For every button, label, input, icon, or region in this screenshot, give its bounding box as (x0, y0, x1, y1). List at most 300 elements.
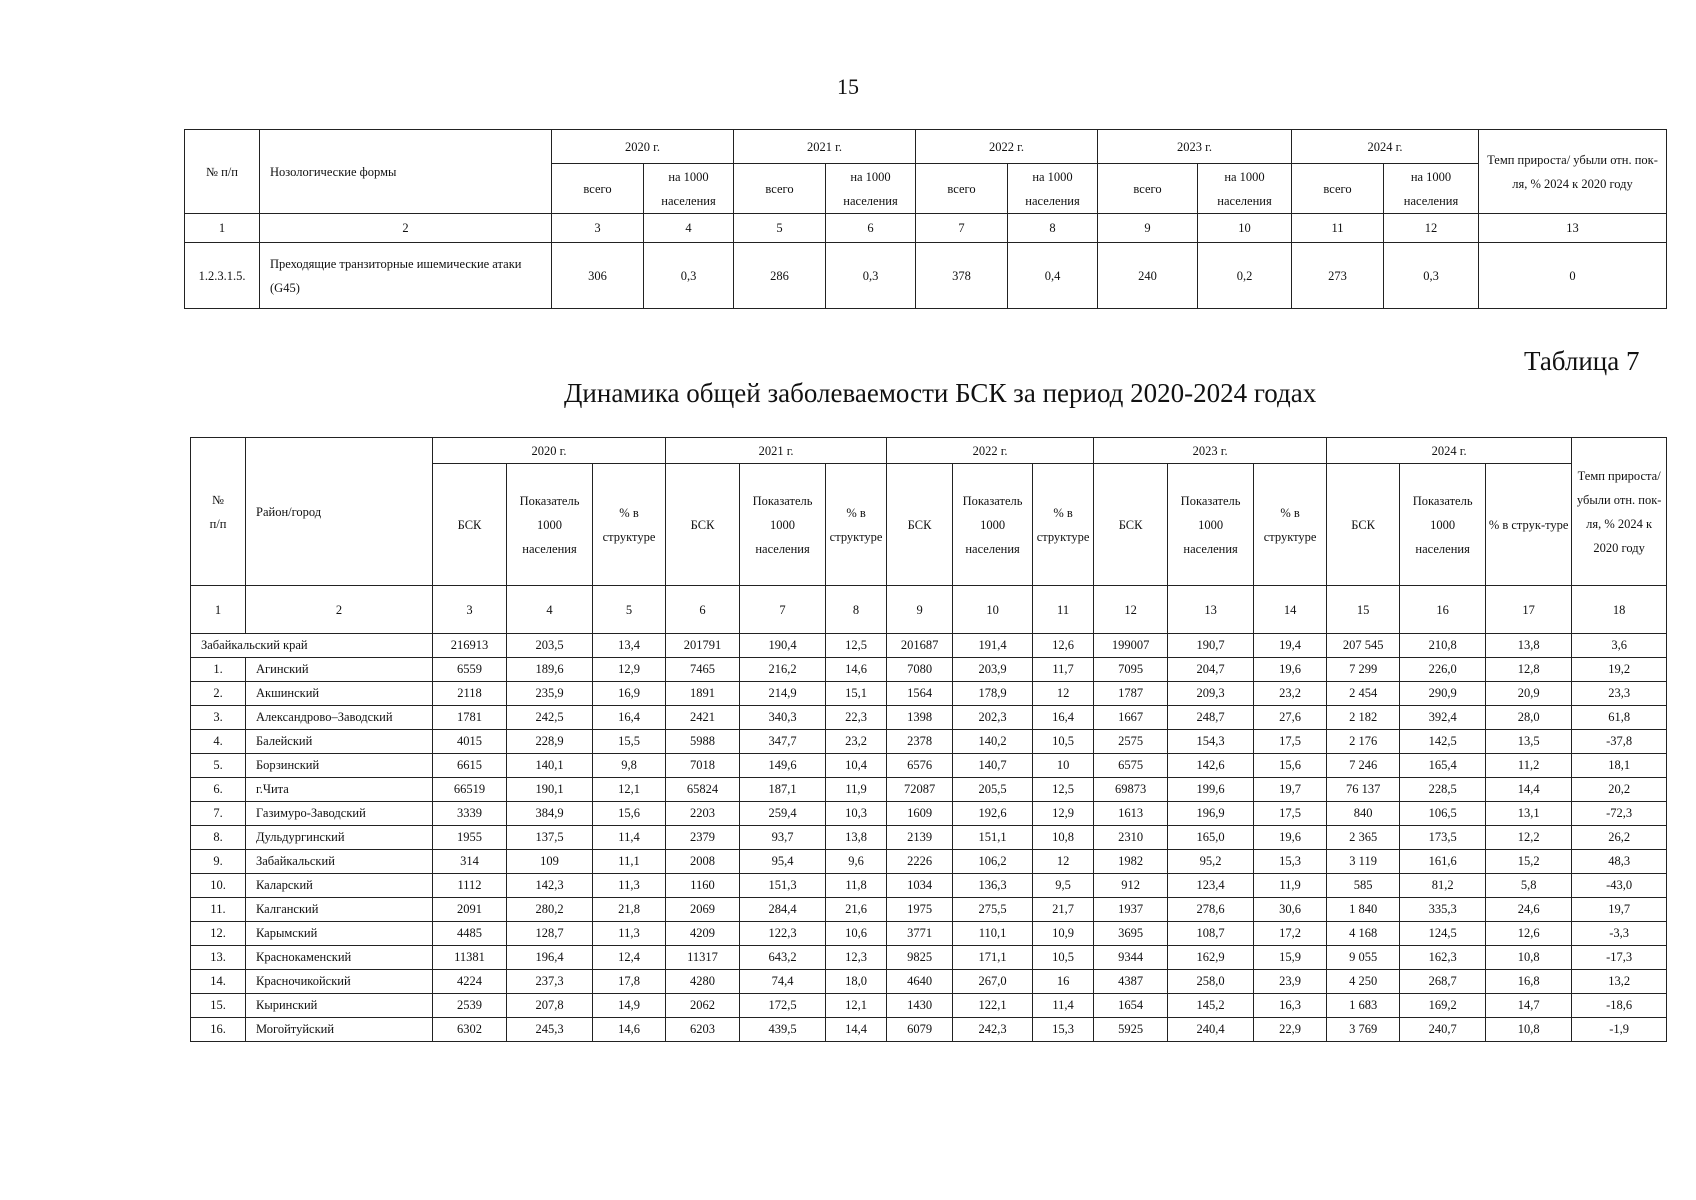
row-value: 172,5 (740, 994, 826, 1018)
sub-header: БСК (887, 464, 953, 586)
row-value: 196,4 (507, 946, 593, 970)
row-region: Калганский (246, 898, 433, 922)
row-value: 0,3 (1384, 243, 1479, 309)
row-num: 9. (191, 850, 246, 874)
row-value: 273 (1292, 243, 1384, 309)
column-number: 7 (740, 586, 826, 634)
row-value: 165,4 (1400, 754, 1486, 778)
row-value: 2421 (666, 706, 740, 730)
column-number: 13 (1479, 214, 1667, 243)
row-value: 22,9 (1254, 1018, 1327, 1042)
row-value: 12,8 (1486, 658, 1572, 682)
row-value: 11,4 (593, 826, 666, 850)
row-value: 6559 (433, 658, 507, 682)
row-value: 0,4 (1008, 243, 1098, 309)
row-value: 16,4 (593, 706, 666, 730)
row-value: 23,9 (1254, 970, 1327, 994)
year-header: 2021 г. (734, 130, 916, 164)
row-value: 11,8 (826, 874, 887, 898)
row-value: 192,6 (953, 802, 1033, 826)
row-region: Борзинский (246, 754, 433, 778)
row-value: 335,3 (1400, 898, 1486, 922)
row-value: 15,3 (1033, 1018, 1094, 1042)
row-value: 11,7 (1033, 658, 1094, 682)
row-value: 162,9 (1168, 946, 1254, 970)
row-value: 1564 (887, 682, 953, 706)
row-value: 5988 (666, 730, 740, 754)
row-value: 178,9 (953, 682, 1033, 706)
total-header: всего (552, 164, 644, 214)
row-value: 190,1 (507, 778, 593, 802)
sub-header: % в структуре (1033, 464, 1094, 586)
row-value: 13,1 (1486, 802, 1572, 826)
row-value: 110,1 (953, 922, 1033, 946)
column-number: 5 (593, 586, 666, 634)
row-value: 2226 (887, 850, 953, 874)
row-value: -1,9 (1572, 1018, 1667, 1042)
column-number: 11 (1033, 586, 1094, 634)
row-value: -43,0 (1572, 874, 1667, 898)
row-value: 128,7 (507, 922, 593, 946)
row-value: 16,8 (1486, 970, 1572, 994)
table-row (191, 1018, 1667, 1042)
row-value: 3695 (1094, 922, 1168, 946)
row-value: 154,3 (1168, 730, 1254, 754)
row-num: 2. (191, 682, 246, 706)
row-value: 14,4 (1486, 778, 1572, 802)
row-value: 199,6 (1168, 778, 1254, 802)
row-value: 439,5 (740, 1018, 826, 1042)
row-value: 1398 (887, 706, 953, 730)
row-value: 95,2 (1168, 850, 1254, 874)
year-header: 2020 г. (433, 438, 666, 464)
total-header: всего (1098, 164, 1198, 214)
row-region: Карымский (246, 922, 433, 946)
row-value: 6575 (1094, 754, 1168, 778)
row-value: 12,9 (1033, 802, 1094, 826)
column-number: 1 (185, 214, 260, 243)
row-value: 12,6 (1486, 922, 1572, 946)
total-header: всего (916, 164, 1008, 214)
column-number: 3 (552, 214, 644, 243)
row-value: 16,4 (1033, 706, 1094, 730)
row-value: 12,5 (1033, 778, 1094, 802)
row-value: 145,2 (1168, 994, 1254, 1018)
row-value: 15,5 (593, 730, 666, 754)
row-value: 268,7 (1400, 970, 1486, 994)
row-value: 65824 (666, 778, 740, 802)
row-value: 11,3 (593, 874, 666, 898)
row-value: 61,8 (1572, 706, 1667, 730)
growth-header: Темп прироста/ убыли отн. пок-ля, % 2024 к 2020 году (1479, 130, 1667, 214)
row-value: 226,0 (1400, 658, 1486, 682)
table-caption: Таблица 7 (1524, 346, 1640, 376)
row-value: 171,1 (953, 946, 1033, 970)
row-value: 2139 (887, 826, 953, 850)
row-value: -17,3 (1572, 946, 1667, 970)
column-number: 17 (1486, 586, 1572, 634)
row-value: 235,9 (507, 682, 593, 706)
row-region: Акшинский (246, 682, 433, 706)
row-value: 340,3 (740, 706, 826, 730)
row-value: 3 119 (1327, 850, 1400, 874)
row-value: 1 840 (1327, 898, 1400, 922)
total-row (191, 634, 1667, 658)
row-value: 240,7 (1400, 1018, 1486, 1042)
row-region: Красночикойский (246, 970, 433, 994)
row-value: 13,5 (1486, 730, 1572, 754)
row-region: Агинский (246, 658, 433, 682)
row-value: 9825 (887, 946, 953, 970)
row-value: 248,7 (1168, 706, 1254, 730)
row-value: 10,8 (1033, 826, 1094, 850)
row-value: 209,3 (1168, 682, 1254, 706)
row-value: 122,3 (740, 922, 826, 946)
year-header: 2024 г. (1327, 438, 1572, 464)
row-value: 1955 (433, 826, 507, 850)
row-value: 15,9 (1254, 946, 1327, 970)
row-value: 106,2 (953, 850, 1033, 874)
row-value: 19,6 (1254, 826, 1327, 850)
row-value: 9,5 (1033, 874, 1094, 898)
per1000-header: на 1000 населения (644, 164, 734, 214)
row-value: 11,9 (826, 778, 887, 802)
row-value: 21,8 (593, 898, 666, 922)
row-value: 16,9 (593, 682, 666, 706)
column-number: 16 (1400, 586, 1486, 634)
row-value: 187,1 (740, 778, 826, 802)
row-value: 124,5 (1400, 922, 1486, 946)
row-value: 13,8 (1486, 634, 1572, 658)
row-value: 11,3 (593, 922, 666, 946)
row-value: 11317 (666, 946, 740, 970)
row-value: 6576 (887, 754, 953, 778)
row-value: 140,2 (953, 730, 1033, 754)
row-value: 20,2 (1572, 778, 1667, 802)
row-value: 2203 (666, 802, 740, 826)
row-value: 2539 (433, 994, 507, 1018)
row-value: 22,3 (826, 706, 887, 730)
row-value: 267,0 (953, 970, 1033, 994)
row-value: 14,7 (1486, 994, 1572, 1018)
row-value: 1609 (887, 802, 953, 826)
row-value: 19,7 (1254, 778, 1327, 802)
row-value: 4209 (666, 922, 740, 946)
row-num: 1. (191, 658, 246, 682)
row-value: 1160 (666, 874, 740, 898)
row-value: 12,4 (593, 946, 666, 970)
row-value: 10,5 (1033, 946, 1094, 970)
row-value: 23,2 (1254, 682, 1327, 706)
row-value: 16,3 (1254, 994, 1327, 1018)
row-value: 314 (433, 850, 507, 874)
row-value: 136,3 (953, 874, 1033, 898)
row-value: -72,3 (1572, 802, 1667, 826)
page-number: 15 (837, 74, 859, 99)
row-value: 0,2 (1198, 243, 1292, 309)
row-value: 207 545 (1327, 634, 1400, 658)
row-value: 66519 (433, 778, 507, 802)
row-value: 4640 (887, 970, 953, 994)
col-forms-header: Нозологические формы (260, 130, 552, 214)
table-row (191, 778, 1667, 802)
row-value: 378 (916, 243, 1008, 309)
table-row (191, 994, 1667, 1018)
column-number: 11 (1292, 214, 1384, 243)
row-value: 1 683 (1327, 994, 1400, 1018)
row-value: 4 168 (1327, 922, 1400, 946)
year-header: 2023 г. (1098, 130, 1292, 164)
row-value: 23,2 (826, 730, 887, 754)
row-value: 205,5 (953, 778, 1033, 802)
row-num: 7. (191, 802, 246, 826)
column-number: 1 (191, 586, 246, 634)
row-value: 12,1 (826, 994, 887, 1018)
row-value: 1430 (887, 994, 953, 1018)
sub-header: % в структуре (826, 464, 887, 586)
row-value: 109 (507, 850, 593, 874)
row-value: 4280 (666, 970, 740, 994)
growth-header: Темп прироста/ убыли отн. пок-ля, % 2024 к 2020 году (1572, 438, 1667, 586)
morbidity-table (190, 437, 1667, 1042)
row-region: Газимуро-Заводский (246, 802, 433, 826)
row-value: 201687 (887, 634, 953, 658)
column-number: 2 (260, 214, 552, 243)
row-value: 48,3 (1572, 850, 1667, 874)
row-value: 18,0 (826, 970, 887, 994)
column-number: 6 (666, 586, 740, 634)
row-value: -3,3 (1572, 922, 1667, 946)
column-number: 12 (1094, 586, 1168, 634)
row-num: 11. (191, 898, 246, 922)
row-value: 10 (1033, 754, 1094, 778)
table-row (191, 802, 1667, 826)
row-value: 1982 (1094, 850, 1168, 874)
row-value: 392,4 (1400, 706, 1486, 730)
row-value: 210,8 (1400, 634, 1486, 658)
row-value: 69873 (1094, 778, 1168, 802)
row-num: 13. (191, 946, 246, 970)
sub-header: Показатель 1000 населения (953, 464, 1033, 586)
row-value: 3,6 (1572, 634, 1667, 658)
row-value: 10,8 (1486, 1018, 1572, 1042)
row-value: 216,2 (740, 658, 826, 682)
row-value: 202,3 (953, 706, 1033, 730)
row-value: 190,7 (1168, 634, 1254, 658)
col-region-header: Район/город (246, 438, 433, 586)
row-value: 12,9 (593, 658, 666, 682)
row-value: 74,4 (740, 970, 826, 994)
row-value: 19,7 (1572, 898, 1667, 922)
row-num: 5. (191, 754, 246, 778)
row-value: 11381 (433, 946, 507, 970)
row-value: 1613 (1094, 802, 1168, 826)
column-number: 8 (826, 586, 887, 634)
row-value: 840 (1327, 802, 1400, 826)
row-value: 5,8 (1486, 874, 1572, 898)
row-value: 12 (1033, 682, 1094, 706)
row-value: 17,2 (1254, 922, 1327, 946)
row-value: 151,1 (953, 826, 1033, 850)
row-value: 123,4 (1168, 874, 1254, 898)
row-value: 16 (1033, 970, 1094, 994)
row-value: 2 176 (1327, 730, 1400, 754)
row-value: 76 137 (1327, 778, 1400, 802)
row-region: Кыринский (246, 994, 433, 1018)
row-region: Могойтуйский (246, 1018, 433, 1042)
row-value: 228,9 (507, 730, 593, 754)
row-value: 2310 (1094, 826, 1168, 850)
table-row (191, 850, 1667, 874)
row-value: 18,1 (1572, 754, 1667, 778)
row-num: 1.2.3.1.5. (185, 243, 260, 309)
row-value: 142,3 (507, 874, 593, 898)
row-value: 19,4 (1254, 634, 1327, 658)
row-value: 1975 (887, 898, 953, 922)
row-value: 15,1 (826, 682, 887, 706)
row-value: 106,5 (1400, 802, 1486, 826)
row-value: 1781 (433, 706, 507, 730)
row-value: 242,3 (953, 1018, 1033, 1042)
row-value: 2379 (666, 826, 740, 850)
row-value: 137,5 (507, 826, 593, 850)
year-header: 2020 г. (552, 130, 734, 164)
row-value: 6203 (666, 1018, 740, 1042)
row-value: 19,6 (1254, 658, 1327, 682)
row-value: 12 (1033, 850, 1094, 874)
col-num-header: № п/п (185, 130, 260, 214)
row-value: 259,4 (740, 802, 826, 826)
table-row (191, 970, 1667, 994)
row-value: 161,6 (1400, 850, 1486, 874)
row-value: 173,5 (1400, 826, 1486, 850)
row-value: 14,9 (593, 994, 666, 1018)
row-value: 7095 (1094, 658, 1168, 682)
column-number: 8 (1008, 214, 1098, 243)
row-value: 1654 (1094, 994, 1168, 1018)
row-value: 108,7 (1168, 922, 1254, 946)
year-header: 2022 г. (887, 438, 1094, 464)
row-num: 16. (191, 1018, 246, 1042)
row-region: Забайкальский (246, 850, 433, 874)
row-region: г.Чита (246, 778, 433, 802)
table-row (191, 706, 1667, 730)
row-value: 3 769 (1327, 1018, 1400, 1042)
table-row (191, 898, 1667, 922)
row-num: 10. (191, 874, 246, 898)
row-num: 6. (191, 778, 246, 802)
row-value: 1787 (1094, 682, 1168, 706)
row-value: 10,9 (1033, 922, 1094, 946)
sub-header: БСК (433, 464, 507, 586)
column-number: 10 (953, 586, 1033, 634)
per1000-header: на 1000 населения (1198, 164, 1292, 214)
per1000-header: на 1000 населения (1008, 164, 1098, 214)
row-value: 165,0 (1168, 826, 1254, 850)
row-value: 228,5 (1400, 778, 1486, 802)
row-value: 4015 (433, 730, 507, 754)
column-number: 3 (433, 586, 507, 634)
table-row (191, 658, 1667, 682)
table-row (191, 730, 1667, 754)
year-header: 2021 г. (666, 438, 887, 464)
row-value: 169,2 (1400, 994, 1486, 1018)
row-value: 0 (1479, 243, 1667, 309)
row-value: 643,2 (740, 946, 826, 970)
sub-header: БСК (1094, 464, 1168, 586)
row-value: 4387 (1094, 970, 1168, 994)
row-value: 10,3 (826, 802, 887, 826)
row-value: 13,2 (1572, 970, 1667, 994)
row-value: 6302 (433, 1018, 507, 1042)
row-value: 149,6 (740, 754, 826, 778)
row-value: 17,8 (593, 970, 666, 994)
column-number: 18 (1572, 586, 1667, 634)
table-row (191, 874, 1667, 898)
row-value: -37,8 (1572, 730, 1667, 754)
row-value: 199007 (1094, 634, 1168, 658)
row-value: 278,6 (1168, 898, 1254, 922)
row-value: 284,4 (740, 898, 826, 922)
row-value: 17,5 (1254, 802, 1327, 826)
per1000-header: на 1000 населения (1384, 164, 1479, 214)
nosology-table (184, 129, 1667, 309)
row-value: 30,6 (1254, 898, 1327, 922)
row-num: 15. (191, 994, 246, 1018)
row-value: 2118 (433, 682, 507, 706)
row-value: 93,7 (740, 826, 826, 850)
row-value: 306 (552, 243, 644, 309)
column-number: 7 (916, 214, 1008, 243)
row-value: 9,8 (593, 754, 666, 778)
row-value: 11,9 (1254, 874, 1327, 898)
sub-header: БСК (666, 464, 740, 586)
row-value: 6079 (887, 1018, 953, 1042)
row-value: 140,1 (507, 754, 593, 778)
row-value: 203,9 (953, 658, 1033, 682)
row-value: 10,4 (826, 754, 887, 778)
sub-header: Показатель 1000 населения (740, 464, 826, 586)
column-number: 9 (887, 586, 953, 634)
row-value: 201791 (666, 634, 740, 658)
row-value: 240 (1098, 243, 1198, 309)
row-value: 13,4 (593, 634, 666, 658)
table-row (185, 243, 1667, 309)
row-value: 7 299 (1327, 658, 1400, 682)
column-number: 2 (246, 586, 433, 634)
column-number: 5 (734, 214, 826, 243)
row-value: 1891 (666, 682, 740, 706)
row-value: 585 (1327, 874, 1400, 898)
row-num: 3. (191, 706, 246, 730)
column-number: 15 (1327, 586, 1400, 634)
table-title: Динамика общей заболеваемости БСК за период 2020-2024 годах (564, 378, 1317, 408)
row-value: 7465 (666, 658, 740, 682)
row-value: 95,4 (740, 850, 826, 874)
row-value: 2062 (666, 994, 740, 1018)
col-num-header: № п/п (191, 438, 246, 586)
row-value: 4224 (433, 970, 507, 994)
row-region: Каларский (246, 874, 433, 898)
column-number: 12 (1384, 214, 1479, 243)
row-value: 14,6 (593, 1018, 666, 1042)
row-value: 17,5 (1254, 730, 1327, 754)
row-value: 3771 (887, 922, 953, 946)
row-value: 203,5 (507, 634, 593, 658)
row-value: 12,1 (593, 778, 666, 802)
row-value: 2 454 (1327, 682, 1400, 706)
row-num: 8. (191, 826, 246, 850)
